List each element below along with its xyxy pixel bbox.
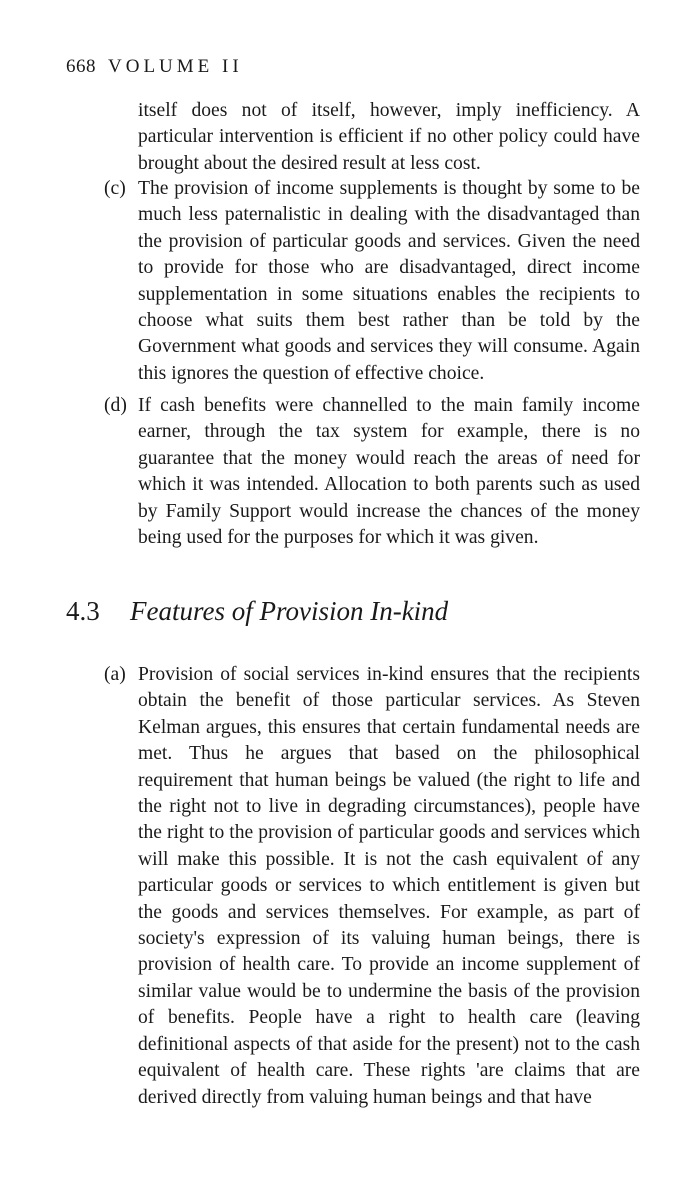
running-head <box>66 56 243 78</box>
list-item-a <box>0 662 700 1111</box>
list-item-text: If cash benefits were channelled to the main family income earner, through the tax system for example, there is no guarantee that the money would reach the areas of need for which it was intended. Allocation to both parents such as used by Family Support would increase the chances of the money being used for the purposes for which it was given. <box>138 395 640 549</box>
paragraph-text: itself does not of itself, however, imply inefficiency. A particular intervention is efficient if no other policy could have brought about the desired result at less cost. <box>138 100 640 174</box>
list-marker: (a) <box>104 664 126 685</box>
list-marker: (d) <box>104 395 127 416</box>
list-item-text: The provision of income supplements is thought by some to be much less paternalistic in dealing with the disadvantaged than the provision of particular goods and services. Given the need to provide for those who are disadvantaged, direct income supplementation in some situations enables the recipients to choose what suits them best rather than be told by the Government what goods and services they will consume. Again this ignores the question of effective choice. <box>138 178 640 384</box>
continuation-paragraph <box>0 98 700 177</box>
section-number: 4.3 <box>66 596 100 626</box>
list-marker: (c) <box>104 178 126 199</box>
list-item-d <box>0 393 700 551</box>
section-heading <box>66 596 448 627</box>
section-title: Features of Provision In-kind <box>130 596 449 626</box>
list-item-text: Provision of social services in-kind ensures that the recipients obtain the benefit of those particular services. As Steven Kelman argues, this ensures that certain fundamental needs are met. Thus he argues that based on the philosophical requirement that human beings be valued (the right to life and the right not to live in degrading circumstances), people have the right to the provision of particular goods and services which will make this possible. It is not the cash equivalent of any particular goods or services to which entitlement is given but the goods and services themselves. For example, as part of society's expression of its valuing human beings, there is provision of health care. To provide an income supplement of similar value would be to undermine the basis of the provision of benefits. People have a right to health care (leaving definitional aspects of that aside for the present) not to the cash equivalent of health care. These rights 'are claims that are derived directly from valuing human beings and that have <box>138 664 640 1108</box>
page-number: 668 <box>66 56 96 77</box>
volume-label: VOLUME II <box>108 56 243 77</box>
list-item-c <box>0 176 700 387</box>
